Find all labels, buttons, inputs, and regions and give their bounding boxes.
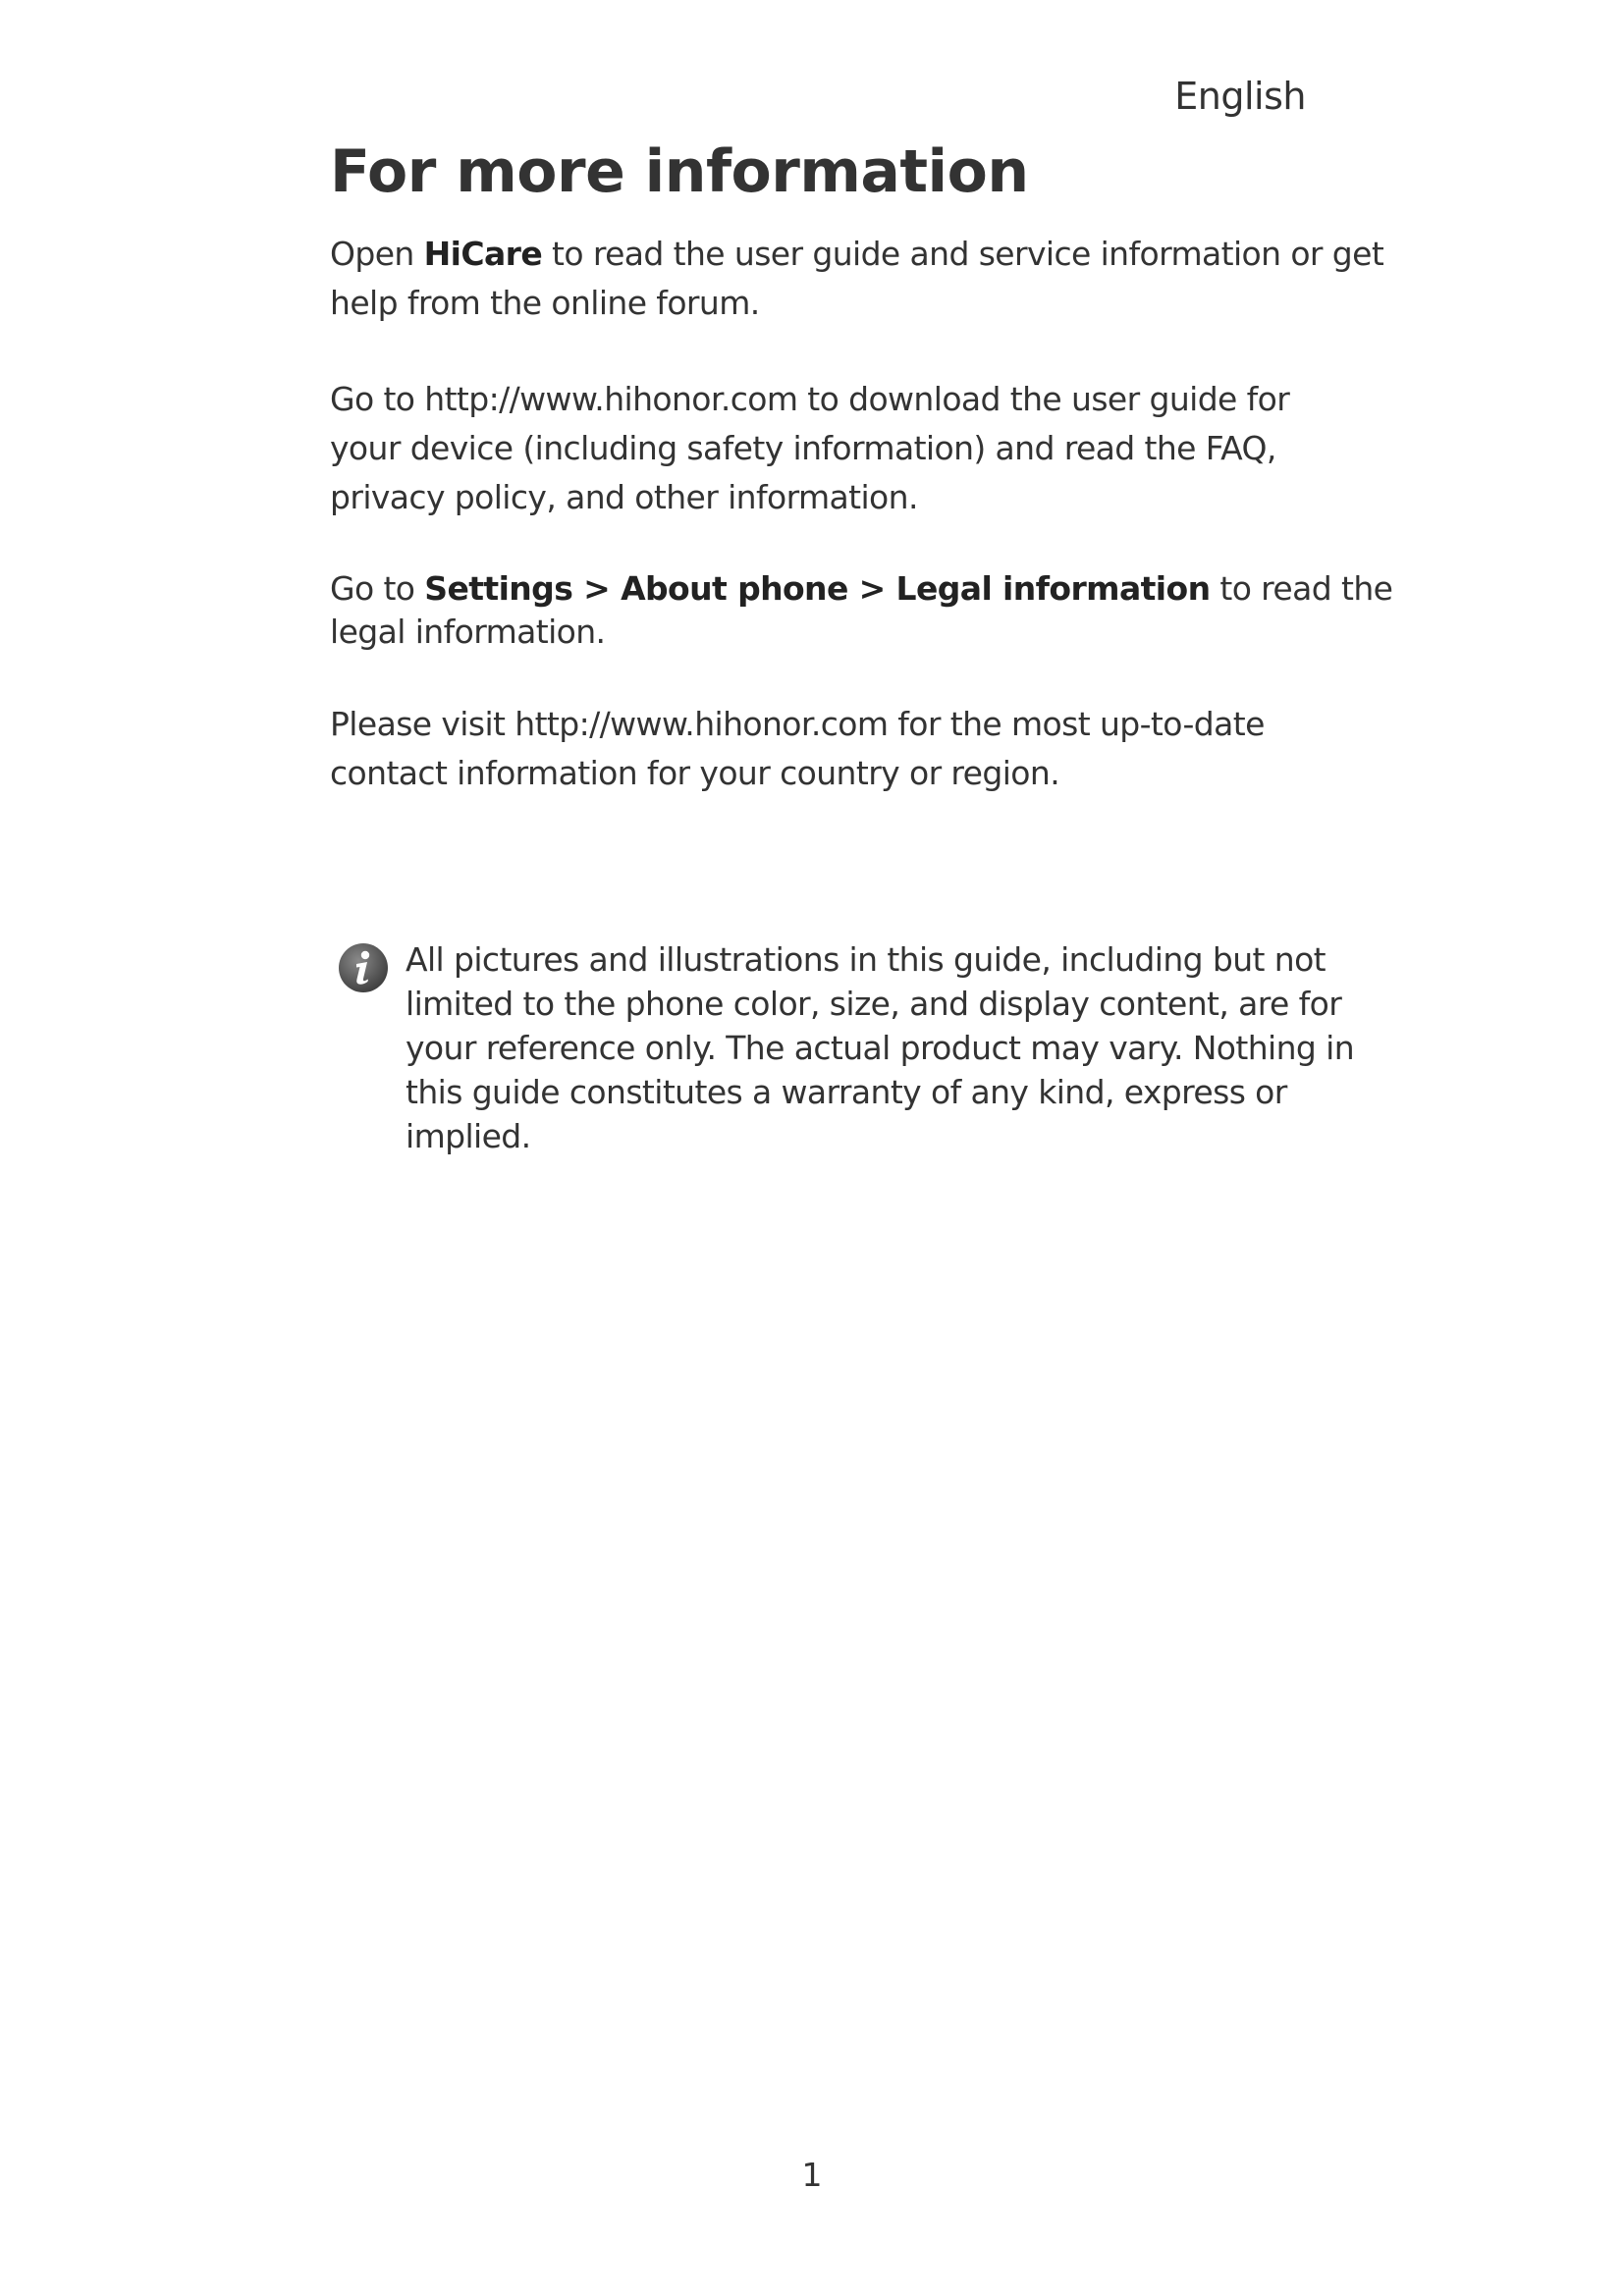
paragraph-legal — [330, 567, 1393, 654]
info-icon — [337, 941, 390, 994]
paragraph-line — [330, 567, 1393, 611]
text-rest: to read the user guide and service information or get — [542, 235, 1384, 273]
page-title: For more information — [330, 137, 1029, 206]
note-line: All pictures and illustrations in this guide, including but not — [406, 940, 1326, 979]
paragraph-line: Please visit http://www.hihonor.com for the most up-to-date — [330, 705, 1265, 743]
app-name-hicare: HiCare — [423, 235, 543, 273]
note-line: limited to the phone color, size, and display content, are for — [406, 985, 1342, 1023]
paragraph-line: privacy policy, and other information. — [330, 478, 918, 516]
text-rest: to read the — [1210, 569, 1393, 608]
language-label: English — [1174, 75, 1306, 118]
note-line: this guide constitutes a warranty of any kind, express or — [406, 1073, 1287, 1111]
settings-path: Settings > About phone > Legal information — [424, 569, 1211, 608]
paragraph-line: help from the online forum. — [330, 284, 760, 322]
note-text — [406, 937, 1355, 1158]
paragraph-hicare — [330, 230, 1384, 328]
paragraph-line: legal information. — [330, 613, 606, 651]
text-open: Open — [330, 235, 424, 273]
paragraph-download — [330, 375, 1312, 522]
note-line: your reference only. The actual product may vary. Nothing in — [406, 1029, 1355, 1067]
paragraph-line: Go to http://www.hihonor.com to download the user guide for — [330, 380, 1290, 418]
note-line: implied. — [406, 1117, 531, 1155]
page-number: 1 — [801, 2156, 823, 2194]
text-go-to: Go to — [330, 569, 425, 608]
paragraph-contact — [330, 700, 1312, 798]
paragraph-line — [330, 230, 1384, 279]
paragraph-line: contact information for your country or region. — [330, 754, 1060, 792]
paragraph-line: your device (including safety information) and read the FAQ, — [330, 429, 1276, 467]
